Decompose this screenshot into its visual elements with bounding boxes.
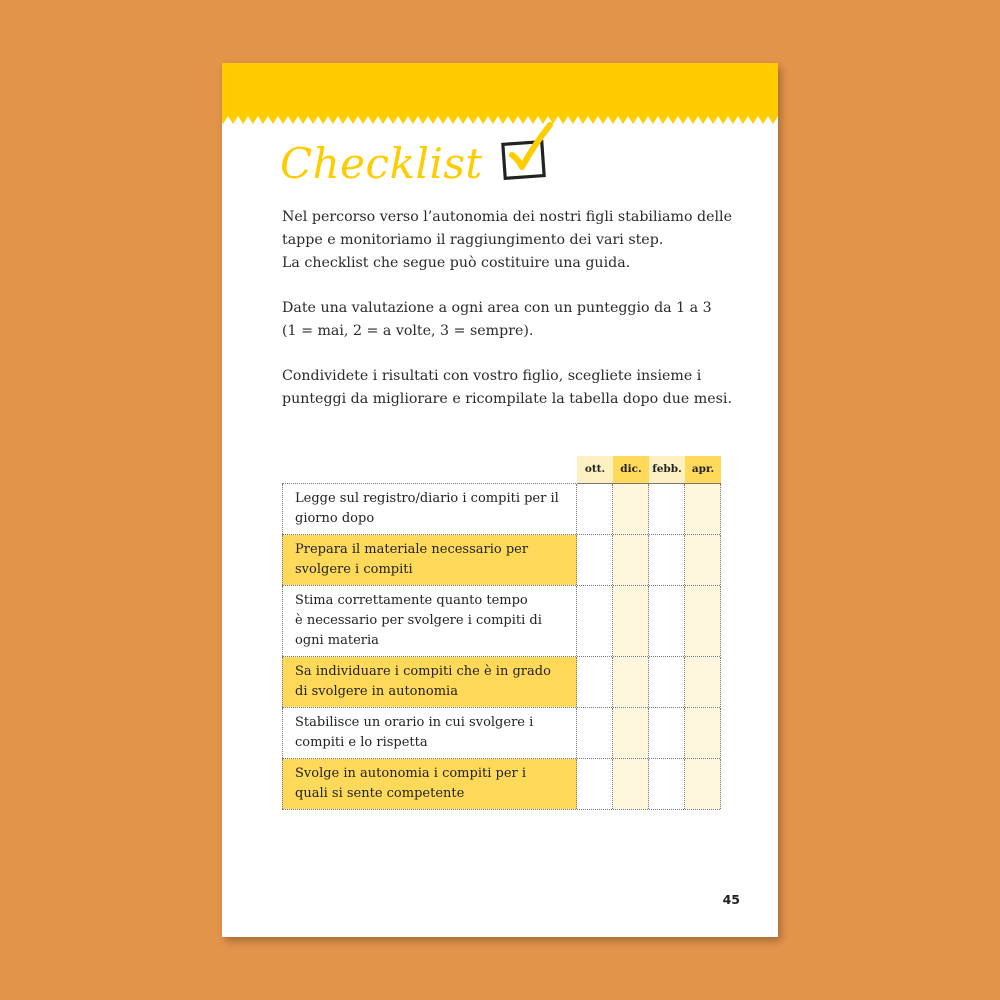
score-cell[interactable] [685,759,721,809]
score-cell[interactable] [685,484,721,534]
score-cell[interactable] [577,708,613,758]
table-row [282,484,720,535]
intro-line: Nel percorso verso l’autonomia dei nostri figli stabiliamo delle [282,209,732,225]
table-row [282,708,720,759]
score-cell[interactable] [577,535,613,585]
intro-paragraph-2 [282,297,752,343]
score-cell[interactable] [649,708,685,758]
score-cell[interactable] [649,484,685,534]
score-cell[interactable] [613,657,649,707]
score-cell[interactable] [577,759,613,809]
intro-line: Condividete i risultati con vostro figlio, scegliete insieme i [282,368,702,384]
month-header: ott. [577,456,613,484]
intro-paragraph-1 [282,206,752,275]
row-label: Prepara il materiale necessario per svolgere i compiti [282,535,577,585]
row-label: Svolge in autonomia i compiti per i quali si sente competente [282,759,577,809]
table-row [282,535,720,586]
month-header: febb. [649,456,685,484]
row-label: Stima correttamente quanto tempo è necessario per svolgere i compiti di ogni materia [282,586,577,656]
intro-line: Date una valutazione a ogni area con un punteggio da 1 a 3 [282,300,712,316]
intro-line: punteggi da migliorare e ricompilate la tabella dopo due mesi. [282,391,732,407]
score-cell[interactable] [685,657,721,707]
score-cell[interactable] [613,708,649,758]
row-label: Sa individuare i compiti che è in grado di svolgere in autonomia [282,657,577,707]
intro-text [282,206,752,433]
score-cell[interactable] [685,535,721,585]
score-cell[interactable] [613,535,649,585]
page-number: 45 [722,892,740,907]
table-row [282,586,720,657]
row-label: Legge sul registro/diario i compiti per il giorno dopo [282,484,577,534]
checkbox-with-checkmark-icon [498,121,564,187]
score-cell[interactable] [649,535,685,585]
score-cell[interactable] [649,586,685,656]
intro-line: (1 = mai, 2 = a volte, 3 = sempre). [282,323,534,339]
score-cell[interactable] [685,586,721,656]
row-label: Stabilisce un orario in cui svolgere i compiti e lo rispetta [282,708,577,758]
score-cell[interactable] [649,759,685,809]
score-cell[interactable] [577,657,613,707]
zigzag-top-band [222,63,778,125]
score-cell[interactable] [613,759,649,809]
score-cell[interactable] [613,586,649,656]
score-cell[interactable] [685,708,721,758]
page-title: Checklist [280,139,483,188]
score-cell[interactable] [577,586,613,656]
month-header: apr. [685,456,721,484]
book-page [222,63,778,937]
score-cell[interactable] [613,484,649,534]
intro-paragraph-3 [282,365,752,411]
table-row [282,759,720,810]
table-row [282,657,720,708]
intro-line: tappe e monitoriamo il raggiungimento dei vari step. [282,232,664,248]
score-cell[interactable] [649,657,685,707]
month-header: dic. [613,456,649,484]
intro-line: La checklist che segue può costituire una guida. [282,255,631,271]
table-body [282,483,720,810]
score-cell[interactable] [577,484,613,534]
